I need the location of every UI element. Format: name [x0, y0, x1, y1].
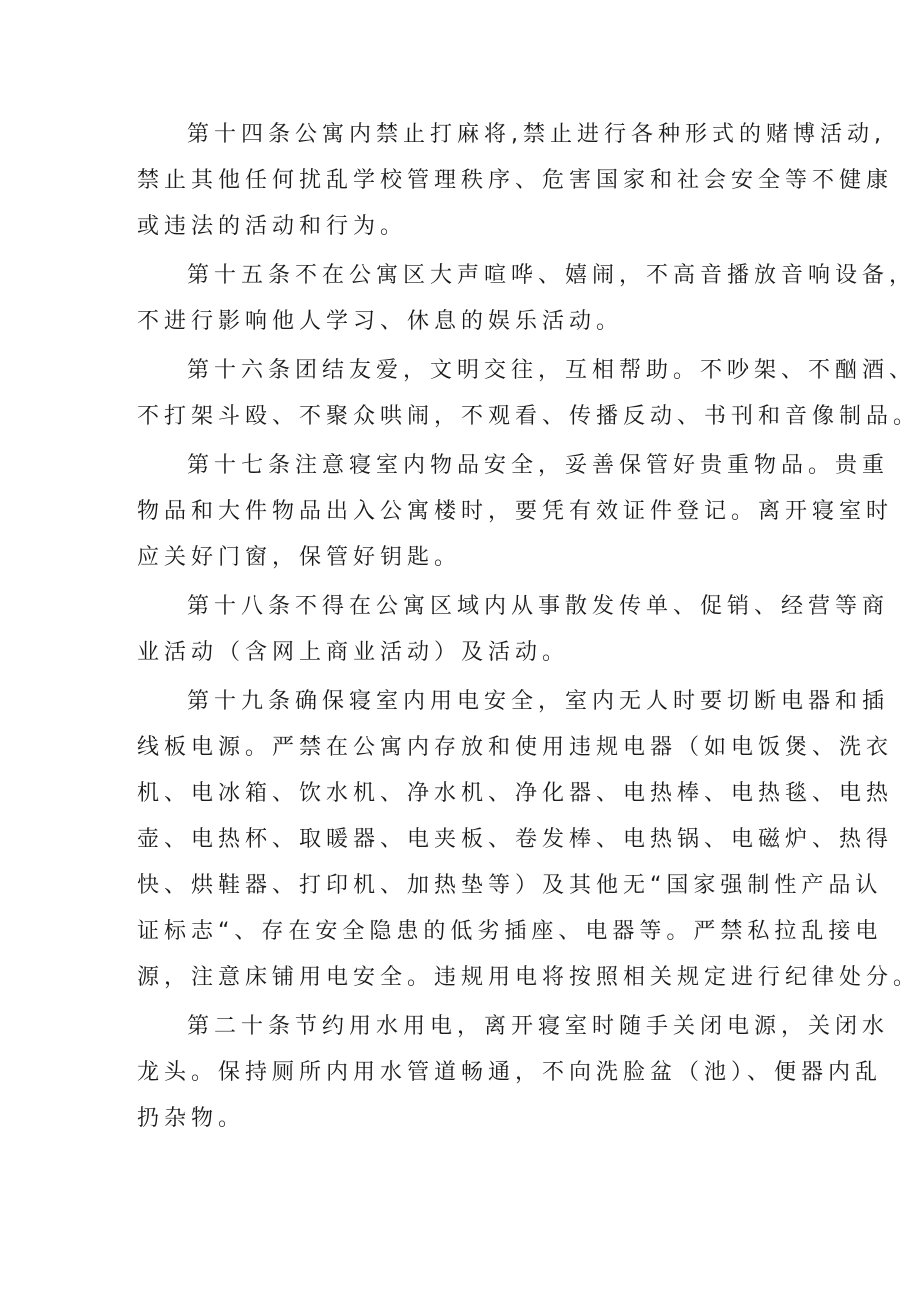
paragraph-line: 证标志“、存在安全隐患的低劣插座、电器等。严禁私拉乱接电	[137, 919, 883, 944]
paragraph-line: 或违法的活动和行为。	[137, 214, 408, 239]
paragraph-line: 物品和大件物品出入公寓楼时，要凭有效证件登记。离开寝室时	[137, 499, 894, 524]
article-16-paragraph	[137, 348, 920, 440]
paragraph-line: 壶、电热杯、取暖器、电夹板、卷发棒、电热锅、电磁炉、热得	[137, 827, 894, 852]
paragraph-line: 应关好门窗，保管好钥匙。	[137, 545, 462, 570]
paragraph-line: 第二十条节约用水用电，离开寝室时随手关闭电源，关闭水	[187, 1014, 890, 1039]
paragraph-line: 第十五条不在公寓区大声喧哗、嬉闹，不高音播放音响设备，	[187, 263, 917, 288]
paragraph-line: 机、电冰箱、饮水机、净水机、净化器、电热棒、电热毯、电热	[137, 781, 894, 806]
paragraph-line: 第十六条团结友爱，文明交往，互相帮助。不吵架、不酗酒、	[187, 358, 917, 383]
paragraph-line: 第十四条公寓内禁止打麻将,禁止进行各种形式的赌博活动,	[187, 122, 886, 147]
article-17-paragraph	[137, 443, 894, 581]
article-15-paragraph	[137, 253, 917, 345]
paragraph-line: 线板电源。严禁在公寓内存放和使用违规电器（如电饭煲、洗衣	[137, 735, 894, 760]
paragraph-line: 第十八条不得在公寓区域内从事散发传单、促销、经营等商	[187, 594, 890, 619]
paragraph-line: 第十九条确保寝室内用电安全，室内无人时要切断电器和插	[187, 689, 890, 714]
article-18-paragraph	[137, 584, 890, 676]
article-19-paragraph	[137, 679, 920, 1001]
paragraph-line: 不打架斗殴、不聚众哄闹，不观看、传播反动、书刊和音像制品。	[137, 404, 920, 429]
paragraph-line: 扔杂物。	[137, 1106, 246, 1131]
paragraph-line: 业活动（含网上商业活动）及活动。	[137, 640, 570, 665]
paragraph-line: 第十七条注意寝室内物品安全，妥善保管好贵重物品。贵重	[187, 453, 890, 478]
document-body	[137, 112, 920, 1145]
article-14-paragraph	[137, 112, 894, 250]
paragraph-line: 龙头。保持厕所内用水管道畅通，不向洗脸盆（池）、便器内乱	[137, 1060, 883, 1085]
article-20-paragraph	[137, 1004, 890, 1142]
paragraph-line: 快、烘鞋器、打印机、加热垫等）及其他无“国家强制性产品认	[137, 873, 883, 898]
paragraph-line: 源，注意床铺用电安全。违规用电将按照相关规定进行纪律处分。	[137, 965, 920, 990]
paragraph-line: 不进行影响他人学习、休息的娱乐活动。	[137, 309, 624, 334]
paragraph-line: 禁止其他任何扰乱学校管理秩序、危害国家和社会安全等不健康	[137, 168, 894, 193]
